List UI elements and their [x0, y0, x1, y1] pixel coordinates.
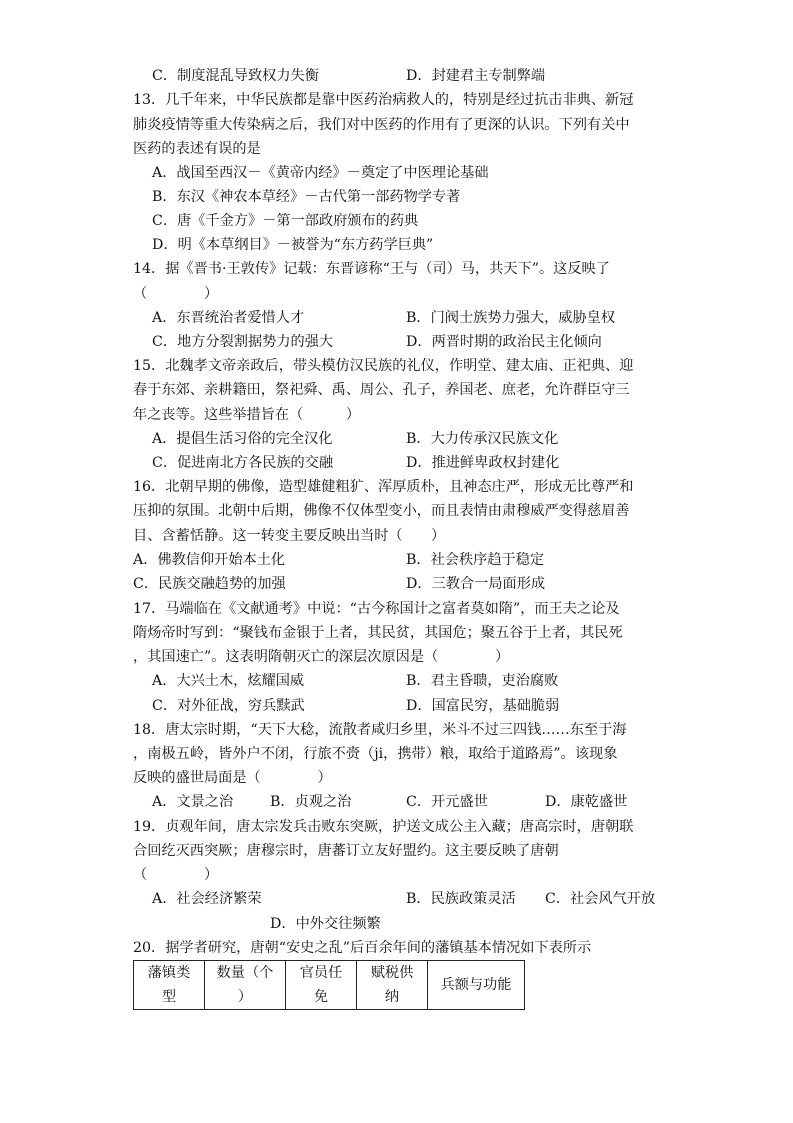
- q20-stem-line-1: 20．据学者研究，唐朝“安史之乱”后百余年间的藩镇基本情况如下表所示: [133, 940, 592, 956]
- q17-option-c: C．对外征战，穷兵黩武: [152, 698, 305, 714]
- q19-option-c: C．社会风气开放: [545, 891, 656, 907]
- q14-stem-line-2: （ ）: [133, 286, 219, 302]
- q18-stem-line-1: 18．唐太宗时期，“天下大稔，流散者咸归乡里，米斗不过三四钱……东至于海: [133, 722, 627, 738]
- q17-stem-line-2: 隋炀帝时写到：“聚钱布金银于上者，其民贫，其国危；聚五谷于上者，其民死: [133, 625, 623, 641]
- header-text-line: 纳: [384, 989, 400, 1005]
- q17-stem-line-1: 17．马端临在《文献通考》中说：“古今称国计之富者莫如隋”，而王夫之论及: [133, 601, 620, 617]
- table-header-cell: [286, 961, 357, 1010]
- q15-stem-line-3: 年之丧等。这些举措旨在（ ）: [133, 407, 361, 423]
- q18-stem-line-3: 反映的盛世局面是（ ）: [133, 770, 332, 786]
- q13-option-c: C．唐《千金方》－第一部政府颁布的药典: [152, 213, 419, 229]
- q13-stem-line-1: 13．几千年来，中华民族都是靠中医药治病救人的，特别是经过抗击非典、新冠: [133, 92, 634, 108]
- q15-option-a: A．提倡生活习俗的完全汉化: [152, 431, 333, 447]
- q20-table: [133, 960, 525, 1010]
- header-text-line: 兵额与功能: [440, 977, 512, 993]
- q13-option-a: A．战国至西汉－《黄帝内经》－奠定了中医理论基础: [152, 165, 489, 181]
- q15-stem-line-1: 15．北魏孝文帝亲政后，带头模仿汉民族的礼仪，作明堂、建太庙、正祀典、迎: [133, 358, 634, 374]
- q19-option-d: D．中外交往频繁: [270, 916, 381, 932]
- q13-stem-line-3: 医药的表述有误的是: [133, 141, 261, 157]
- q14-option-c: C．地方分裂割据势力的强大: [152, 334, 334, 350]
- q12-option-c: C．制度混乱导致权力失衡: [152, 68, 319, 84]
- table-header-cell: [428, 961, 525, 1010]
- q18-option-d: D．康乾盛世: [545, 794, 628, 810]
- q16-stem-line-1: 16．北朝早期的佛像，造型雄健粗犷、浑厚质朴，且神态庄严，形成无比尊严和: [133, 479, 634, 495]
- table-header-cell: [357, 961, 428, 1010]
- q16-option-c: C．民族交融趋势的加强: [133, 576, 286, 592]
- header-text-line: 官员任: [299, 965, 343, 981]
- header-text-line: 型: [161, 989, 177, 1005]
- header-text-line: 免: [313, 989, 329, 1005]
- q13-option-b: B．东汉《神农本草经》－古代第一部药物学专著: [152, 189, 461, 205]
- q19-option-a: A．社会经济繁荣: [152, 891, 262, 907]
- q18-stem-line-2: ，南极五岭，皆外户不闭，行旅不赍（ji，携带）粮，取给于道路焉”。该现象: [133, 746, 618, 762]
- header-text-line: 藩镇类: [147, 965, 191, 981]
- q15-stem-line-2: 春于东郊、亲耕籍田，祭祀舜、禹、周公、孔子，养国老、庶老，允许群臣守三: [133, 382, 630, 398]
- q12-option-d: D．封建君主专制弊端: [406, 68, 546, 84]
- q16-stem-line-2: 压抑的氛围。北朝中后期，佛像不仅体型变小，而且表情由肃穆威严变得慈眉善: [133, 503, 630, 519]
- table-header-row: [134, 961, 525, 1010]
- q19-stem-line-3: （ ）: [133, 867, 219, 883]
- q19-option-b: B．民族政策灵活: [406, 891, 516, 907]
- q15-option-c: C．促进南北方各民族的交融: [152, 455, 334, 471]
- q16-option-a: A．佛教信仰开始本土化: [133, 552, 286, 568]
- q14-stem-line-1: 14．据《晋书·王敦传》记载：东晋谚称“王与（司）马，共天下”。这反映了: [133, 261, 610, 277]
- q13-option-d: D．明《本草纲目》－被誉为“东方药学巨典”: [152, 237, 434, 253]
- table-header-cell: [134, 961, 205, 1010]
- q15-option-d: D．推进鲜卑政权封建化: [406, 455, 560, 471]
- header-text-line: 数量（个: [216, 965, 274, 981]
- q18-option-b: B．贞观之治: [270, 794, 352, 810]
- table-header-cell: [205, 961, 286, 1010]
- q15-option-b: B．大力传承汉民族文化: [406, 431, 559, 447]
- header-text-line: 赋税供: [370, 965, 414, 981]
- q17-option-b: B．君主昏聩，吏治腐败: [406, 673, 559, 689]
- q18-option-c: C．开元盛世: [406, 794, 488, 810]
- q14-option-d: D．两晋时期的政治民主化倾向: [406, 334, 602, 350]
- q14-option-a: A．东晋统治者爱惜人才: [152, 310, 305, 326]
- q16-option-b: B．社会秩序趋于稳定: [406, 552, 545, 568]
- q18-option-a: A．文景之治: [152, 794, 234, 810]
- q16-stem-line-3: 目、含蓄恬静。这一转变主要反映出当时（ ）: [133, 528, 446, 544]
- q17-stem-line-3: ，其国速亡”。这表明隋朝灭亡的深层次原因是（ ）: [133, 649, 510, 665]
- q14-option-b: B．门阀士族势力强大，威胁皇权: [406, 310, 616, 326]
- q19-stem-line-1: 19．贞观年间，唐太宗发兵击败东突厥，护送文成公主入藏；唐高宗时，唐朝联: [133, 819, 634, 835]
- q17-option-d: D．国富民穷，基础脆弱: [406, 698, 560, 714]
- q13-stem-line-2: 肺炎疫情等重大传染病之后，我们对中医药的作用有了更深的认识。下列有关中: [133, 117, 630, 133]
- q16-option-d: D．三教合一局面形成: [406, 576, 546, 592]
- q19-stem-line-2: 合回纥灭西突厥；唐穆宗时，唐蕃订立友好盟约。这主要反映了唐朝: [133, 843, 559, 859]
- header-text-line: ）: [237, 989, 253, 1005]
- q17-option-a: A．大兴土木，炫耀国威: [152, 673, 305, 689]
